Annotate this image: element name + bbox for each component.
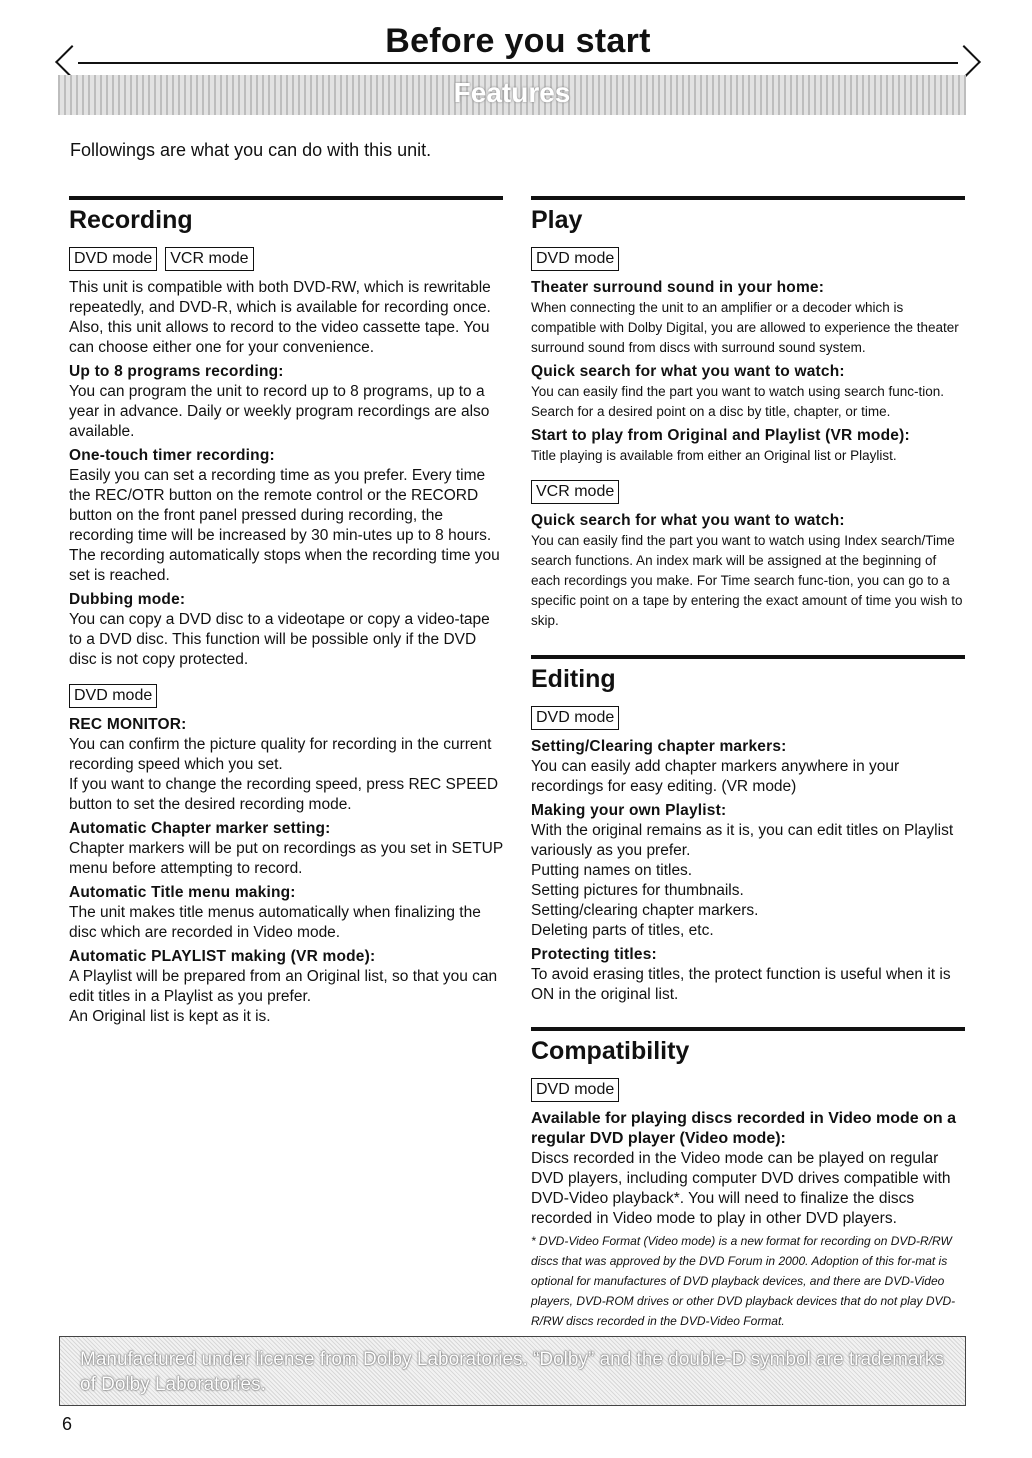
mode-badges	[531, 706, 965, 730]
feature-heading: REC MONITOR:	[69, 716, 187, 733]
feature-heading: One-touch timer recording:	[69, 447, 275, 464]
feature-text: Deleting parts of titles, etc.	[531, 922, 714, 939]
section-title: Compatibility	[531, 1037, 690, 1065]
feature-text: Discs recorded in the Video mode can be played on regular DVD players, including computer DVD drives compatible with DVD-Video playback*. You will need to finalize the discs recorded in Video mode to play in other DVD players.	[531, 1150, 951, 1227]
feature-heading: Automatic Chapter marker setting:	[69, 820, 331, 837]
mode-badge-dvd: DVD mode	[69, 684, 157, 708]
features-banner	[58, 75, 966, 115]
feature-text: Title playing is available from either an Original list or Playlist.	[531, 448, 897, 463]
features-banner-label: Features	[453, 77, 571, 108]
feature-heading: Automatic Title menu making:	[69, 884, 296, 901]
mode-badges	[69, 247, 503, 271]
mode-badges	[531, 1078, 965, 1102]
play-section	[531, 196, 965, 631]
page-title: Before you start	[371, 22, 665, 60]
feature-heading: Dubbing mode:	[69, 591, 186, 608]
recording-section	[69, 196, 503, 1027]
feature-text: With the original remains as it is, you can edit titles on Playlist variously as you prefer.	[531, 822, 954, 859]
feature-heading: Start to play from Original and Playlist (VR mode):	[531, 427, 910, 444]
feature-text: You can easily find the part you want to watch using search func-tion. Search for a desired point on a disc by title, chapter, or time.	[531, 384, 944, 419]
compatibility-section	[531, 1027, 965, 1331]
section-title: Play	[531, 206, 583, 234]
feature-text: Chapter markers will be put on recordings as you set in SETUP menu before attempting to record.	[69, 840, 503, 877]
section-rule	[69, 196, 503, 200]
feature-heading: Quick search for what you want to watch:	[531, 512, 845, 529]
section-rule	[531, 1027, 965, 1031]
section-title: Editing	[531, 665, 616, 693]
mode-badge-dvd: DVD mode	[531, 706, 619, 730]
section-title: Recording	[69, 206, 193, 234]
feature-heading: Setting/Clearing chapter markers:	[531, 738, 787, 755]
trademark-box	[59, 1336, 966, 1406]
feature-text: You can easily find the part you want to watch using Index search/Time search functions. An index mark will be assigned at the beginning of each recordings you make. For Time search func-tion, you can go to a specific point on a tape by entering the exact amount of time you wish to skip.	[531, 533, 963, 628]
feature-text: Easily you can set a recording time as you prefer. Every time the REC/OTR button on the remote control or the RECORD button on the front panel pressed during recording, the recording time will be increased by 30 min-utes up to 8 hours. The recording automatically stops when the recording time you set is reached.	[69, 467, 500, 584]
feature-text: You can easily add chapter markers anywhere in your recordings for easy editing. (VR mode)	[531, 758, 900, 795]
page-number: 6	[62, 1414, 73, 1434]
page-header	[48, 14, 988, 68]
mode-badge-vcr: VCR mode	[165, 247, 253, 271]
feature-heading: Automatic PLAYLIST making (VR mode):	[69, 948, 376, 965]
mode-badge-dvd: DVD mode	[69, 247, 157, 271]
feature-text: To avoid erasing titles, the protect function is useful when it is ON in the original list.	[531, 966, 951, 1003]
feature-text: Setting pictures for thumbnails.	[531, 882, 744, 899]
header-rule	[78, 62, 958, 64]
feature-heading: Up to 8 programs recording:	[69, 363, 284, 380]
feature-text: You can confirm the picture quality for recording in the current recording speed which you set.	[69, 736, 492, 773]
mode-badges	[531, 247, 965, 271]
feature-text: When connecting the unit to an amplifier or a decoder which is compatible with Dolby Digital, you are allowed to experience the theater surround sound from discs with surround sound system.	[531, 300, 959, 355]
feature-text: Setting/clearing chapter markers.	[531, 902, 759, 919]
feature-text: You can copy a DVD disc to a videotape or copy a video-tape to a DVD disc. This function will be possible only if the DVD disc is not copy protected.	[69, 611, 490, 668]
right-column	[531, 196, 965, 1331]
feature-text: Putting names on titles.	[531, 862, 693, 879]
feature-text: The unit makes title menus automatically when finalizing the disc which are recorded in Video mode.	[69, 904, 481, 941]
mode-badges	[531, 480, 965, 504]
feature-heading: Available for playing discs recorded in Video mode on a regular DVD player (Video mode):	[531, 1110, 956, 1147]
trademark-text: Manufactured under license from Dolby Laboratories. “Dolby” and the double-D symbol are trademarks of Dolby Laboratories.	[80, 1349, 944, 1395]
feature-text: An Original list is kept as it is.	[69, 1008, 271, 1025]
section-rule	[531, 655, 965, 659]
editing-section	[531, 655, 965, 1005]
feature-text: A Playlist will be prepared from an Original list, so that you can edit titles in a Playlist as you prefer.	[69, 968, 498, 1005]
section-intro: This unit is compatible with both DVD-RW, which is rewritable repeatedly, and DVD-R, which is available for recording once. Also, this unit allows to record to the video cassette tape. You can choose either one for your convenience.	[69, 279, 491, 356]
section-rule	[531, 196, 965, 200]
feature-text: If you want to change the recording speed, press REC SPEED button to set the desired recording mode.	[69, 776, 499, 813]
mode-badge-dvd: DVD mode	[531, 1078, 619, 1102]
mode-badge-vcr: VCR mode	[531, 480, 619, 504]
feature-heading: Making your own Playlist:	[531, 802, 727, 819]
feature-text: You can program the unit to record up to 8 programs, up to a year in advance. Daily or weekly program recordings are also available.	[69, 383, 490, 440]
mode-badges	[69, 684, 503, 708]
feature-heading: Theater surround sound in your home:	[531, 279, 825, 296]
intro-text: Followings are what you can do with this unit.	[70, 140, 432, 160]
feature-heading: Quick search for what you want to watch:	[531, 363, 845, 380]
feature-heading: Protecting titles:	[531, 946, 657, 963]
mode-badge-dvd: DVD mode	[531, 247, 619, 271]
footnote: * DVD-Video Format (Video mode) is a new format for recording on DVD-R/RW discs that was approved by the DVD Forum in 2000. Adoption of this for-mat is optional for manufactures of DVD playback devices, and there are DVD-Video players, DVD-ROM drives or other DVD playback devices that do not play DVD-R/RW discs recorded in the DVD-Video Format.	[531, 1234, 956, 1328]
